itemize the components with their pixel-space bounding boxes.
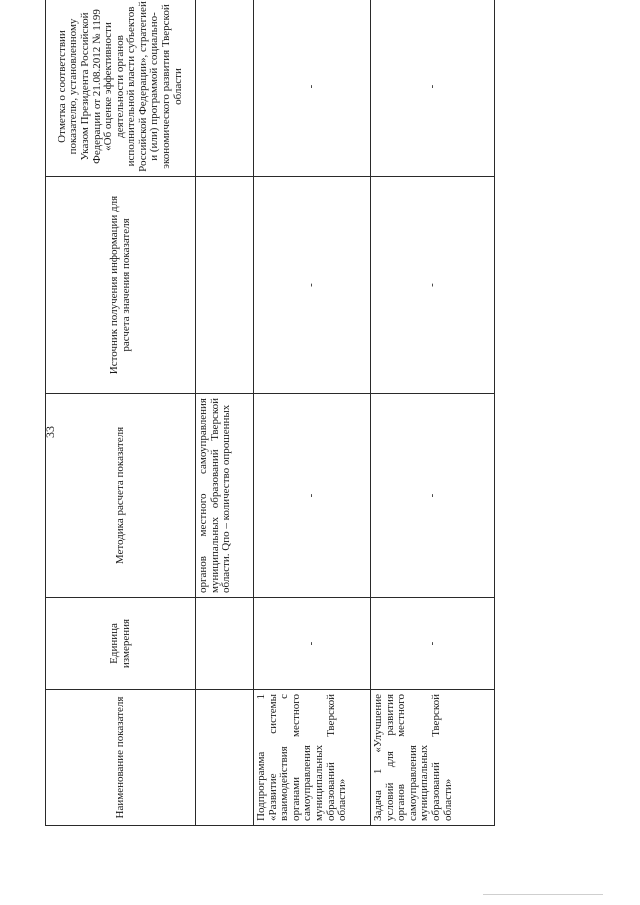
row-unit: - — [371, 598, 495, 690]
row-mark: - — [371, 0, 495, 177]
indicator-table-rotated — [45, 1, 582, 826]
row-name: Задача 1 «Улучшение условий для развития органов местного самоуправления муниципальных образований Тверской области» — [371, 690, 495, 826]
continuation-row — [196, 0, 254, 826]
continuation-unit — [196, 598, 254, 690]
page-number: 33 — [43, 426, 57, 438]
header-mark: Отметка о соответствии показателю, установленному Указом Президента Российской Федерации от 21.08.2012 № 1199 «Об оценке эффективности деятельности органов исполнительной власти субъектов Российской Федерации», стратегией и (или) программой социально-экономического развития Тверской области — [46, 0, 196, 177]
header-method: Методика расчета показателя — [46, 394, 196, 598]
header-unit: Единица измерения — [46, 598, 196, 690]
row-mark: - — [254, 0, 371, 177]
continuation-name — [196, 690, 254, 826]
header-source: Источник получения информации для расчета значения показателя — [46, 177, 196, 394]
continuation-source — [196, 177, 254, 394]
scan-mark — [483, 894, 603, 895]
row-name: Подпрограмма 1 «Развитие системы взаимодействия с органами местного самоуправления муниципальных образований Тверской области» — [254, 690, 371, 826]
continuation-method: органов местного самоуправления муниципальных образований Тверской области. Qпо – количество опрошенных — [196, 394, 254, 598]
row-unit: - — [254, 598, 371, 690]
table-row — [254, 0, 371, 826]
header-name: Наименование показателя — [46, 690, 196, 826]
continuation-mark — [196, 0, 254, 177]
row-source: - — [254, 177, 371, 394]
table-header-row — [46, 0, 196, 826]
row-source: - — [371, 177, 495, 394]
row-method: - — [371, 394, 495, 598]
row-method: - — [254, 394, 371, 598]
indicator-table — [45, 0, 495, 826]
table-row — [371, 0, 495, 826]
